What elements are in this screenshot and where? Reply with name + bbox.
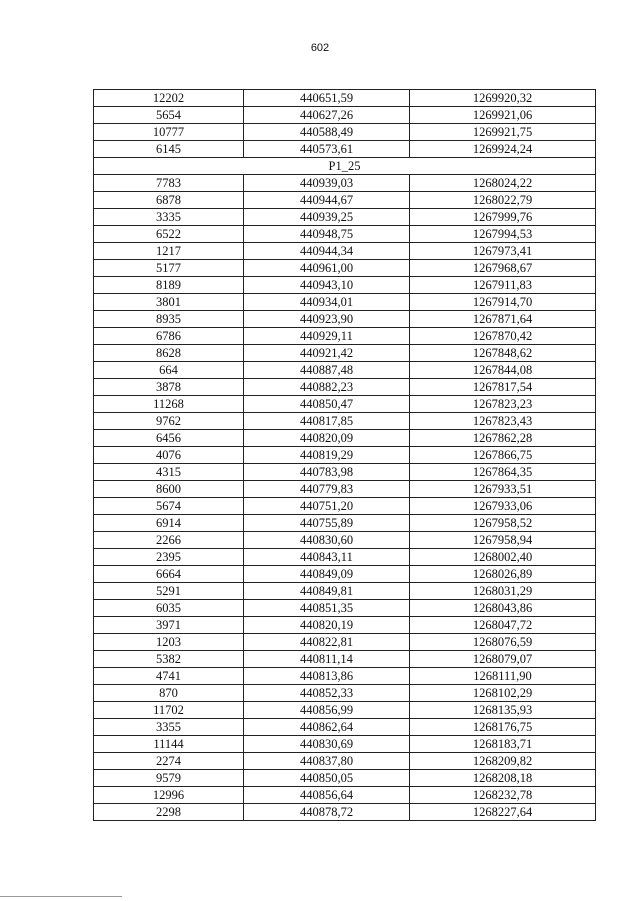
table-row bbox=[94, 651, 596, 668]
table-row bbox=[94, 532, 596, 549]
point-id-cell: 7783 bbox=[94, 175, 244, 192]
table-row bbox=[94, 481, 596, 498]
point-id-cell: 8189 bbox=[94, 277, 244, 294]
point-id-cell: 870 bbox=[94, 685, 244, 702]
x-coordinate-cell: 440813,86 bbox=[244, 668, 410, 685]
table-row bbox=[94, 787, 596, 804]
point-id-cell: 3335 bbox=[94, 209, 244, 226]
point-id-cell: 12996 bbox=[94, 787, 244, 804]
table-row bbox=[94, 277, 596, 294]
y-coordinate-cell: 1267844,08 bbox=[410, 362, 596, 379]
y-coordinate-cell: 1268047,72 bbox=[410, 617, 596, 634]
x-coordinate-cell: 440850,05 bbox=[244, 770, 410, 787]
point-id-cell: 11144 bbox=[94, 736, 244, 753]
table-row bbox=[94, 294, 596, 311]
y-coordinate-cell: 1269924,24 bbox=[410, 141, 596, 158]
coordinates-table-container bbox=[93, 89, 595, 821]
y-coordinate-cell: 1268208,18 bbox=[410, 770, 596, 787]
x-coordinate-cell: 440822,81 bbox=[244, 634, 410, 651]
point-id-cell: 10777 bbox=[94, 124, 244, 141]
x-coordinate-cell: 440830,60 bbox=[244, 532, 410, 549]
table-row bbox=[94, 702, 596, 719]
y-coordinate-cell: 1268002,40 bbox=[410, 549, 596, 566]
x-coordinate-cell: 440852,33 bbox=[244, 685, 410, 702]
point-id-cell: 6786 bbox=[94, 328, 244, 345]
x-coordinate-cell: 440929,11 bbox=[244, 328, 410, 345]
x-coordinate-cell: 440820,09 bbox=[244, 430, 410, 447]
x-coordinate-cell: 440830,69 bbox=[244, 736, 410, 753]
table-row bbox=[94, 430, 596, 447]
point-id-cell: 4076 bbox=[94, 447, 244, 464]
table-row bbox=[94, 175, 596, 192]
y-coordinate-cell: 1268022,79 bbox=[410, 192, 596, 209]
x-coordinate-cell: 440651,59 bbox=[244, 90, 410, 107]
table-row bbox=[94, 328, 596, 345]
point-id-cell: 5291 bbox=[94, 583, 244, 600]
y-coordinate-cell: 1267864,35 bbox=[410, 464, 596, 481]
y-coordinate-cell: 1268232,78 bbox=[410, 787, 596, 804]
y-coordinate-cell: 1267848,62 bbox=[410, 345, 596, 362]
x-coordinate-cell: 440856,64 bbox=[244, 787, 410, 804]
x-coordinate-cell: 440856,99 bbox=[244, 702, 410, 719]
section-label: P1_25 bbox=[94, 158, 596, 175]
y-coordinate-cell: 1267870,42 bbox=[410, 328, 596, 345]
y-coordinate-cell: 1268031,29 bbox=[410, 583, 596, 600]
table-row bbox=[94, 566, 596, 583]
point-id-cell: 11268 bbox=[94, 396, 244, 413]
x-coordinate-cell: 440751,20 bbox=[244, 498, 410, 515]
y-coordinate-cell: 1267823,23 bbox=[410, 396, 596, 413]
table-row bbox=[94, 379, 596, 396]
x-coordinate-cell: 440943,10 bbox=[244, 277, 410, 294]
x-coordinate-cell: 440948,75 bbox=[244, 226, 410, 243]
y-coordinate-cell: 1268111,90 bbox=[410, 668, 596, 685]
table-row bbox=[94, 192, 596, 209]
y-coordinate-cell: 1267914,70 bbox=[410, 294, 596, 311]
table-row bbox=[94, 498, 596, 515]
table-row bbox=[94, 770, 596, 787]
point-id-cell: 8935 bbox=[94, 311, 244, 328]
x-coordinate-cell: 440837,80 bbox=[244, 753, 410, 770]
point-id-cell: 664 bbox=[94, 362, 244, 379]
y-coordinate-cell: 1269921,06 bbox=[410, 107, 596, 124]
point-id-cell: 1217 bbox=[94, 243, 244, 260]
page-number: 602 bbox=[310, 42, 330, 54]
table-row bbox=[94, 90, 596, 107]
x-coordinate-cell: 440779,83 bbox=[244, 481, 410, 498]
footer-rule bbox=[0, 896, 122, 897]
x-coordinate-cell: 440851,35 bbox=[244, 600, 410, 617]
y-coordinate-cell: 1267973,41 bbox=[410, 243, 596, 260]
table-row bbox=[94, 141, 596, 158]
y-coordinate-cell: 1268183,71 bbox=[410, 736, 596, 753]
x-coordinate-cell: 440820,19 bbox=[244, 617, 410, 634]
table-row bbox=[94, 464, 596, 481]
x-coordinate-cell: 440819,29 bbox=[244, 447, 410, 464]
point-id-cell: 6522 bbox=[94, 226, 244, 243]
y-coordinate-cell: 1268043,86 bbox=[410, 600, 596, 617]
point-id-cell: 1203 bbox=[94, 634, 244, 651]
y-coordinate-cell: 1268024,22 bbox=[410, 175, 596, 192]
point-id-cell: 9579 bbox=[94, 770, 244, 787]
table-row bbox=[94, 260, 596, 277]
point-id-cell: 3878 bbox=[94, 379, 244, 396]
table-row bbox=[94, 396, 596, 413]
x-coordinate-cell: 440850,47 bbox=[244, 396, 410, 413]
table-row bbox=[94, 634, 596, 651]
point-id-cell: 5654 bbox=[94, 107, 244, 124]
y-coordinate-cell: 1267933,51 bbox=[410, 481, 596, 498]
x-coordinate-cell: 440921,42 bbox=[244, 345, 410, 362]
table-row bbox=[94, 549, 596, 566]
table-row bbox=[94, 804, 596, 821]
point-id-cell: 4315 bbox=[94, 464, 244, 481]
table-row bbox=[94, 617, 596, 634]
point-id-cell: 3801 bbox=[94, 294, 244, 311]
x-coordinate-cell: 440878,72 bbox=[244, 804, 410, 821]
table-row bbox=[94, 124, 596, 141]
x-coordinate-cell: 440862,64 bbox=[244, 719, 410, 736]
y-coordinate-cell: 1269921,75 bbox=[410, 124, 596, 141]
section-row bbox=[94, 158, 596, 175]
y-coordinate-cell: 1269920,32 bbox=[410, 90, 596, 107]
x-coordinate-cell: 440811,14 bbox=[244, 651, 410, 668]
y-coordinate-cell: 1268227,64 bbox=[410, 804, 596, 821]
y-coordinate-cell: 1268135,93 bbox=[410, 702, 596, 719]
table-row bbox=[94, 685, 596, 702]
y-coordinate-cell: 1268102,29 bbox=[410, 685, 596, 702]
table-row bbox=[94, 600, 596, 617]
table-row bbox=[94, 583, 596, 600]
point-id-cell: 5382 bbox=[94, 651, 244, 668]
x-coordinate-cell: 440944,67 bbox=[244, 192, 410, 209]
point-id-cell: 12202 bbox=[94, 90, 244, 107]
point-id-cell: 6878 bbox=[94, 192, 244, 209]
point-id-cell: 6456 bbox=[94, 430, 244, 447]
x-coordinate-cell: 440923,90 bbox=[244, 311, 410, 328]
x-coordinate-cell: 440882,23 bbox=[244, 379, 410, 396]
y-coordinate-cell: 1267911,83 bbox=[410, 277, 596, 294]
point-id-cell: 5674 bbox=[94, 498, 244, 515]
y-coordinate-cell: 1267958,94 bbox=[410, 532, 596, 549]
y-coordinate-cell: 1267999,76 bbox=[410, 209, 596, 226]
table-row bbox=[94, 719, 596, 736]
point-id-cell: 6035 bbox=[94, 600, 244, 617]
x-coordinate-cell: 440934,01 bbox=[244, 294, 410, 311]
x-coordinate-cell: 440588,49 bbox=[244, 124, 410, 141]
y-coordinate-cell: 1267866,75 bbox=[410, 447, 596, 464]
point-id-cell: 6664 bbox=[94, 566, 244, 583]
point-id-cell: 9762 bbox=[94, 413, 244, 430]
point-id-cell: 3971 bbox=[94, 617, 244, 634]
point-id-cell: 11702 bbox=[94, 702, 244, 719]
point-id-cell: 2266 bbox=[94, 532, 244, 549]
y-coordinate-cell: 1267933,06 bbox=[410, 498, 596, 515]
x-coordinate-cell: 440755,89 bbox=[244, 515, 410, 532]
x-coordinate-cell: 440627,26 bbox=[244, 107, 410, 124]
table-row bbox=[94, 736, 596, 753]
y-coordinate-cell: 1268176,75 bbox=[410, 719, 596, 736]
x-coordinate-cell: 440887,48 bbox=[244, 362, 410, 379]
x-coordinate-cell: 440843,11 bbox=[244, 549, 410, 566]
table-row bbox=[94, 345, 596, 362]
coordinates-table-body bbox=[94, 90, 596, 821]
table-row bbox=[94, 515, 596, 532]
table-row bbox=[94, 413, 596, 430]
table-row bbox=[94, 668, 596, 685]
point-id-cell: 2298 bbox=[94, 804, 244, 821]
table-row bbox=[94, 362, 596, 379]
point-id-cell: 8600 bbox=[94, 481, 244, 498]
point-id-cell: 3355 bbox=[94, 719, 244, 736]
table-row bbox=[94, 209, 596, 226]
y-coordinate-cell: 1268209,82 bbox=[410, 753, 596, 770]
table-row bbox=[94, 226, 596, 243]
y-coordinate-cell: 1267817,54 bbox=[410, 379, 596, 396]
point-id-cell: 8628 bbox=[94, 345, 244, 362]
y-coordinate-cell: 1267968,67 bbox=[410, 260, 596, 277]
y-coordinate-cell: 1267994,53 bbox=[410, 226, 596, 243]
x-coordinate-cell: 440783,98 bbox=[244, 464, 410, 481]
x-coordinate-cell: 440573,61 bbox=[244, 141, 410, 158]
x-coordinate-cell: 440944,34 bbox=[244, 243, 410, 260]
y-coordinate-cell: 1268026,89 bbox=[410, 566, 596, 583]
table-row bbox=[94, 447, 596, 464]
coordinates-table bbox=[93, 89, 596, 821]
y-coordinate-cell: 1267958,52 bbox=[410, 515, 596, 532]
point-id-cell: 6914 bbox=[94, 515, 244, 532]
y-coordinate-cell: 1267871,64 bbox=[410, 311, 596, 328]
x-coordinate-cell: 440849,81 bbox=[244, 583, 410, 600]
table-row bbox=[94, 311, 596, 328]
x-coordinate-cell: 440961,00 bbox=[244, 260, 410, 277]
y-coordinate-cell: 1267862,28 bbox=[410, 430, 596, 447]
point-id-cell: 2274 bbox=[94, 753, 244, 770]
point-id-cell: 4741 bbox=[94, 668, 244, 685]
y-coordinate-cell: 1268079,07 bbox=[410, 651, 596, 668]
point-id-cell: 2395 bbox=[94, 549, 244, 566]
y-coordinate-cell: 1268076,59 bbox=[410, 634, 596, 651]
x-coordinate-cell: 440939,25 bbox=[244, 209, 410, 226]
point-id-cell: 6145 bbox=[94, 141, 244, 158]
y-coordinate-cell: 1267823,43 bbox=[410, 413, 596, 430]
table-row bbox=[94, 753, 596, 770]
x-coordinate-cell: 440817,85 bbox=[244, 413, 410, 430]
point-id-cell: 5177 bbox=[94, 260, 244, 277]
table-row bbox=[94, 107, 596, 124]
x-coordinate-cell: 440849,09 bbox=[244, 566, 410, 583]
x-coordinate-cell: 440939,03 bbox=[244, 175, 410, 192]
table-row bbox=[94, 243, 596, 260]
